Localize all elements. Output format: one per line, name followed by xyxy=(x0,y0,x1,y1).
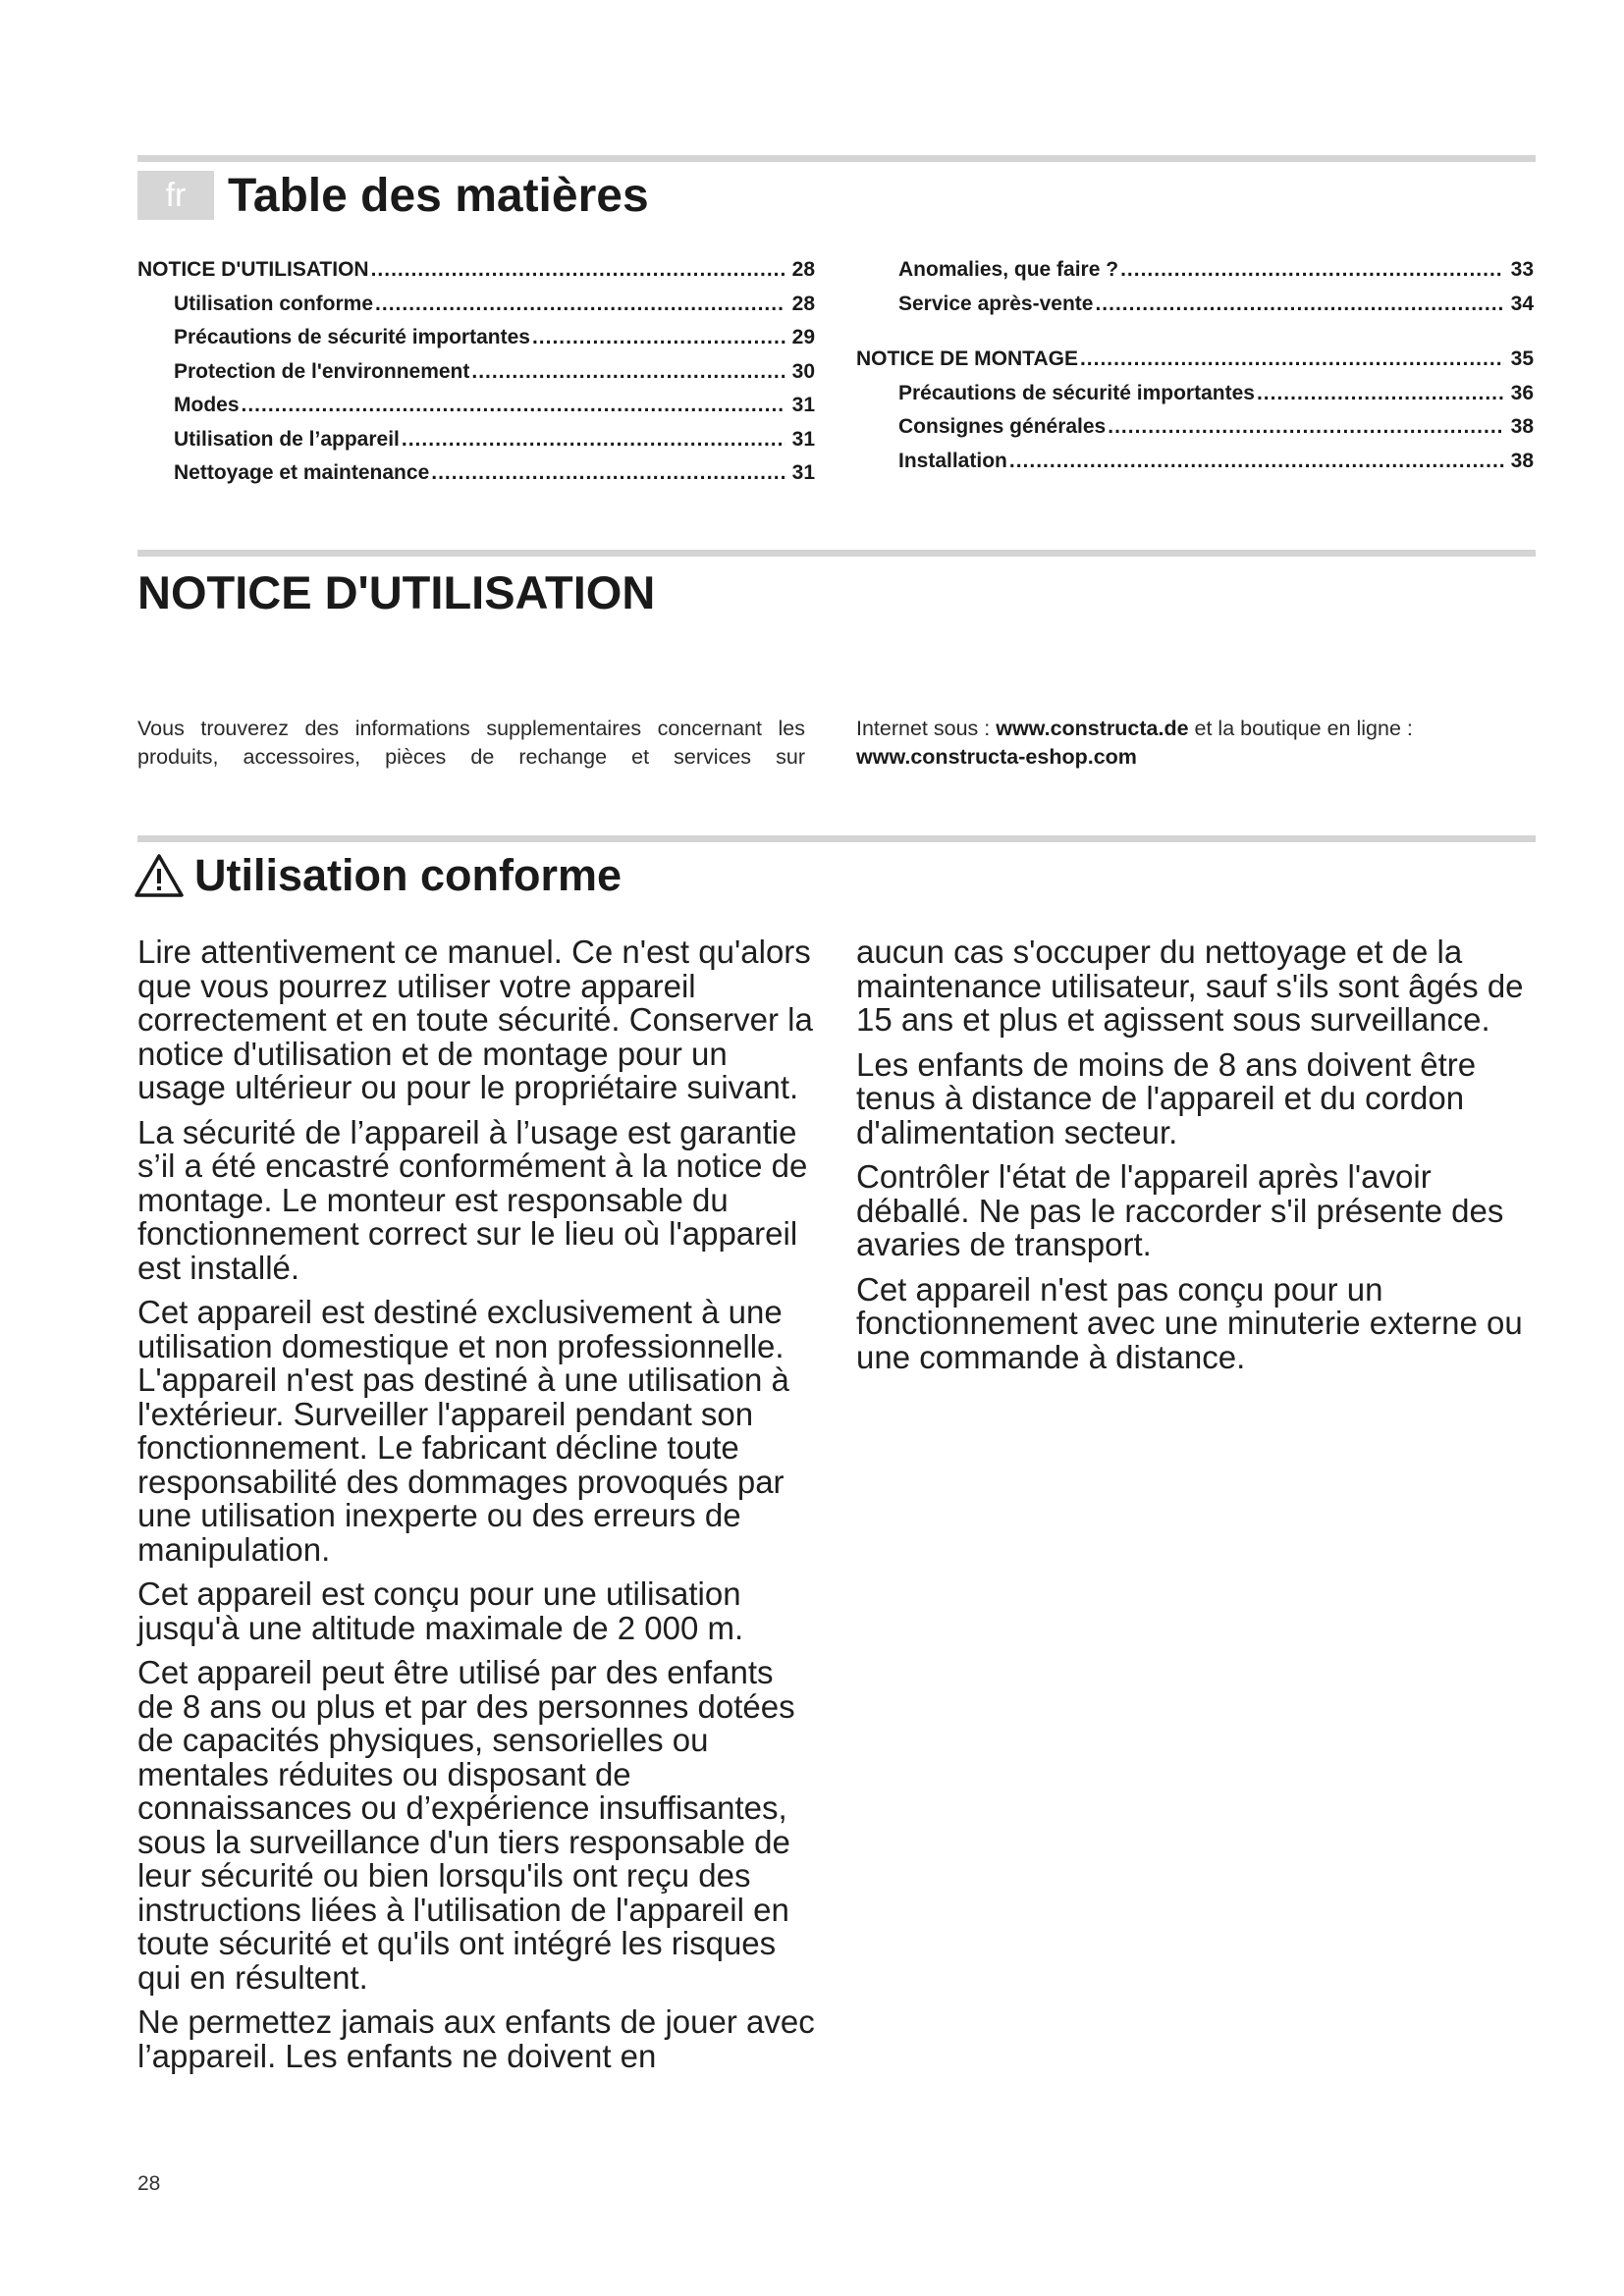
page-number: 28 xyxy=(137,2172,161,2195)
body-paragraph: aucun cas s'occuper du nettoyage et de la maintenance utilisateur, sauf s'ils sont âgés de 15 ans et plus et agissent sous surveillance. xyxy=(856,934,1524,1038)
toc-entry-label: Consignes générales xyxy=(898,415,1107,438)
toc-entry-page: 31 xyxy=(791,394,815,416)
toc-entry-label: Utilisation conforme xyxy=(174,292,374,315)
body-paragraph: Cet appareil peut être utilisé par des enfants de 8 ans ou plus et par des personnes dotées de capacités physiques, sensorielles ou mentales réduites ou disposant de connaissances ou d’expérience insuffisantes, sous la surveillance d'un tiers responsable de leur sécurité ou bien lorsqu'ils ont reçu des instructions liées à l'utilisation de l'appareil en toute sécurité et qu'ils ont intégré les risques qui en résultent. xyxy=(137,1654,795,1996)
toc-entry-page: 28 xyxy=(791,258,815,281)
toc-dot-leader xyxy=(431,456,785,491)
toc-entry-label: Protection de l'environnement xyxy=(174,359,470,383)
toc-entry-environnement[interactable] xyxy=(137,355,815,390)
toc-entry-label: NOTICE DE MONTAGE xyxy=(856,347,1078,370)
toc-gap xyxy=(856,321,1534,343)
toc-entry-precautions[interactable] xyxy=(137,321,815,355)
toc-entry-precautions-montage[interactable] xyxy=(856,377,1534,411)
toc-entry-notice-utilisation[interactable] xyxy=(137,253,815,288)
toc-entry-label: Précautions de sécurité importantes xyxy=(174,326,530,348)
intro-right-mid: et la boutique en ligne : xyxy=(1188,717,1413,740)
toc-entry-label: Anomalies, que faire ? xyxy=(898,258,1119,281)
intro-left-text: Vous trouverez des informations supplementaires concernant les produits, accessoires, pièces de rechange et services sur xyxy=(137,717,805,769)
toc-entry-label: Précautions de sécurité importantes xyxy=(898,381,1255,404)
toc-entry-label: Installation xyxy=(898,449,1007,472)
toc-entry-label: Nettoyage et maintenance xyxy=(174,461,430,484)
toc-dot-leader xyxy=(532,321,785,355)
toc-entry-page: 35 xyxy=(1510,347,1534,370)
toc-entry-label: Utilisation de l’appareil xyxy=(174,427,400,451)
toc-entry-page: 38 xyxy=(1510,449,1534,472)
body-right-column xyxy=(856,935,1534,1385)
toc-dot-leader xyxy=(1108,410,1504,445)
body-paragraph: Cet appareil n'est pas conçu pour un fonctionnement avec une minuterie externe ou une commande à distance. xyxy=(856,1270,1523,1375)
toc-entry-consignes[interactable] xyxy=(856,410,1534,445)
toc-entry-page: 34 xyxy=(1510,292,1534,315)
toc-dot-leader xyxy=(1095,288,1504,322)
toc-dot-leader xyxy=(371,253,785,288)
toc-dot-leader xyxy=(375,288,785,322)
section-title: Utilisation conforme xyxy=(194,850,623,900)
toc-dot-leader xyxy=(1009,445,1504,479)
body-paragraph: Cet appareil est destiné exclusivement à une utilisation domestique et non professionnelle. L'appareil n'est pas destiné à une utilisation à l'extérieur. Surveiller l'appareil pendant son fonctionnement. Le fabricant décline toute responsabilité des dommages provoqués par une utilisation inexperte ou des erreurs de manipulation. xyxy=(137,1294,789,1568)
body-paragraph: Ne permettez jamais aux enfants de jouer avec l’appareil. Les enfants ne doivent en xyxy=(137,2003,815,2074)
toc-entry-label: NOTICE D'UTILISATION xyxy=(137,258,369,281)
eshop-link[interactable]: www.constructa-eshop.com xyxy=(856,745,1137,769)
toc-entry-installation[interactable] xyxy=(856,445,1534,479)
toc-entry-service[interactable] xyxy=(856,288,1534,322)
body-paragraph: La sécurité de l’appareil à l’usage est garantie s’il a été encastré conformément à la notice de montage. Le monteur est responsable du fonctionnement correct sur le lieu où l'appareil est installé. xyxy=(137,1113,808,1286)
toc-entry-page: 38 xyxy=(1510,415,1534,438)
site-link[interactable]: www.constructa.de xyxy=(996,717,1189,740)
toc-entry-page: 31 xyxy=(791,461,815,484)
notice-rule xyxy=(137,550,1536,557)
toc-entry-label: Modes xyxy=(174,394,240,416)
toc-entry-page: 30 xyxy=(791,359,815,383)
warning-triangle-icon xyxy=(134,853,185,898)
toc-entry-page: 28 xyxy=(791,292,815,315)
body-paragraph: Les enfants de moins de 8 ans doivent être tenus à distance de l'appareil et du cordon d'alimentation secteur. xyxy=(856,1045,1477,1150)
toc-top-rule xyxy=(137,155,1536,162)
toc-dot-leader xyxy=(1120,253,1504,288)
body-paragraph: Lire attentivement ce manuel. Ce n'est qu'alors que vous pourrez utiliser votre appareil correctement et en toute sécurité. Conserver la notice d'utilisation et de montage pour un usage ultérieur ou pour le propriétaire suivant. xyxy=(137,934,813,1105)
toc-entry-anomalies[interactable] xyxy=(856,253,1534,288)
body-paragraph: Cet appareil est conçu pour une utilisation jusqu'à une altitude maximale de 2 000 m. xyxy=(137,1575,744,1646)
toc-dot-leader xyxy=(402,423,785,457)
toc-left-column xyxy=(137,253,815,491)
notice-title: NOTICE D'UTILISATION xyxy=(137,566,656,618)
toc-entry-utilisation-conforme[interactable] xyxy=(137,288,815,322)
toc-entry-notice-montage[interactable] xyxy=(856,343,1534,377)
toc-title: Table des matières xyxy=(228,170,649,222)
toc-entry-page: 36 xyxy=(1510,381,1534,404)
language-tab: fr xyxy=(137,171,214,220)
toc-dot-leader xyxy=(242,389,785,423)
toc-dot-leader xyxy=(1257,377,1504,411)
toc-entry-page: 31 xyxy=(791,427,815,451)
toc-entry-page: 33 xyxy=(1510,258,1534,281)
body-left-column xyxy=(137,935,815,2084)
intro-right-prefix: Internet sous : xyxy=(856,717,997,740)
toc-entry-nettoyage[interactable] xyxy=(137,456,815,491)
toc-entry-modes[interactable] xyxy=(137,389,815,423)
toc-entry-utilisation-appareil[interactable] xyxy=(137,423,815,457)
toc-entry-label: Service après-vente xyxy=(898,292,1094,315)
toc-dot-leader xyxy=(471,355,785,390)
toc-entry-page: 29 xyxy=(791,326,815,348)
section-rule xyxy=(137,835,1536,842)
section-heading xyxy=(134,846,622,905)
toc-dot-leader xyxy=(1080,343,1504,377)
body-paragraph: Contrôler l'état de l'appareil après l'avoir déballé. Ne pas le raccorder s'il présente des avaries de transport. xyxy=(856,1158,1504,1262)
toc-right-column xyxy=(856,253,1534,478)
intro-right-text xyxy=(856,715,1534,772)
